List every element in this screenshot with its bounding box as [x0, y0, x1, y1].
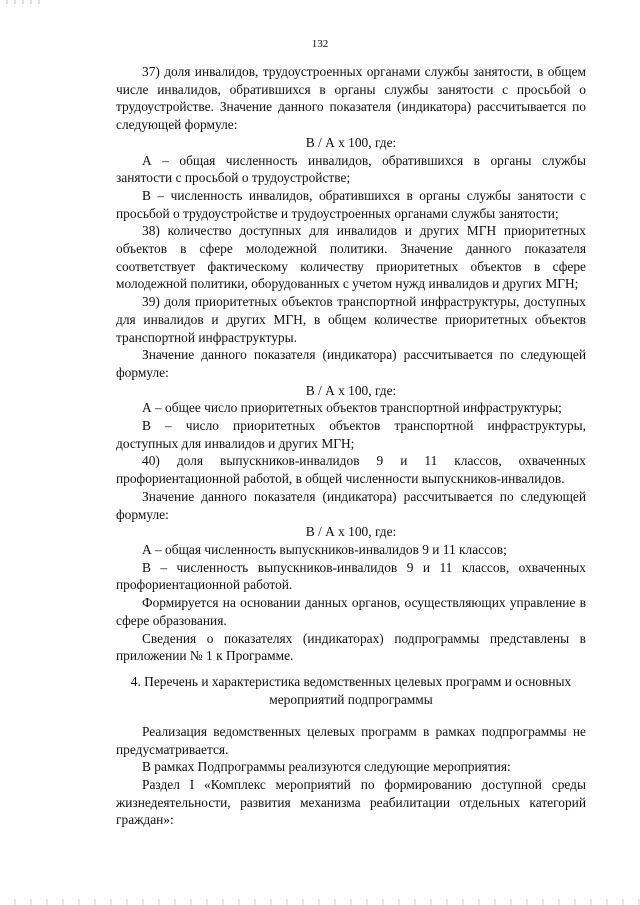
paragraph-definition-a: А – общая численность инвалидов, обратившихся в органы службы занятости с просьбой о трудоустройстве;	[116, 152, 586, 186]
document-body	[116, 63, 586, 829]
paragraph-source-note: Формируется на основании данных органов, осуществляющих управление в сфере образования.	[116, 595, 586, 628]
formula: В / А х 100, где:	[305, 524, 397, 540]
paragraph-definition-a: А – общая численность выпускников-инвалидов 9 и 11 классов;	[142, 541, 507, 557]
section-heading: 4. Перечень и характеристика ведомственных целевых программ и основных мероприятий подпрограммы	[130, 673, 572, 707]
paragraph-programs-note: Реализация ведомственных целевых программ в рамках подпрограммы не предусматривается.	[116, 723, 586, 757]
paragraph-definition-b: В – численность инвалидов, обратившихся в органы службы занятости с просьбой о трудоустройстве и трудоустроенных органами службы занятости;	[116, 187, 586, 221]
paragraph-indicators-note: Сведения о показателях (индикаторах) подпрограммы представлены в приложении № 1 к Программе.	[116, 630, 586, 664]
paragraph-formula-intro: Значение данного показателя (индикатора) рассчитывается по следующей формуле:	[116, 488, 586, 522]
formula: В / А х 100, где:	[305, 134, 397, 150]
page-number: 132	[311, 38, 329, 50]
paragraph-definition-b: В – численность выпускников-инвалидов 9 и 11 классов, охваченных профориентационной работой.	[116, 559, 586, 593]
paragraph-item-37: 37) доля инвалидов, трудоустроенных органами службы занятости, в общем числе инвалидов, обратившихся в органы службы занятости с просьбой о трудоустройстве. Значение данного показателя (индикатора) рассчитывается по следующей формуле:	[116, 64, 586, 133]
scan-artifact-bottom	[0, 899, 640, 905]
paragraph-item-40: 40) доля выпускников-инвалидов 9 и 11 классов, охваченных профориентационной работой, в общей численности выпускников-инвалидов.	[116, 453, 586, 487]
paragraph-item-38: 38) количество доступных для инвалидов и других МГН приоритетных объектов в сфере молодежной политики. Значение данного показателя соответствует фактическому количеству приоритетных объектов в сфере молодежной политики, оборудованных с учетом нужд инвалидов и других МГН;	[116, 223, 586, 292]
paragraph-definition-b: В – число приоритетных объектов транспортной инфраструктуры, доступных для инвалидов и других МГН;	[116, 418, 586, 451]
paragraph-formula-intro: Значение данного показателя (индикатора) рассчитывается по следующей формуле:	[116, 347, 586, 380]
paragraph-section-one: Раздел I «Комплекс мероприятий по формированию доступной среды жизнедеятельности, развития механизма реабилитации отдельных категорий граждан»:	[116, 777, 586, 828]
scan-artifact-top	[0, 0, 40, 4]
paragraph-definition-a: А – общее число приоритетных объектов транспортной инфраструктуры;	[142, 400, 562, 416]
formula: В / А х 100, где:	[305, 382, 397, 398]
paragraph-measures-intro: В рамках Подпрограммы реализуются следующие мероприятия:	[142, 759, 511, 775]
paragraph-item-39: 39) доля приоритетных объектов транспортной инфраструктуры, доступных для инвалидов и других МГН, в общем количестве приоритетных объектов транспортной инфраструктуры.	[116, 294, 586, 345]
